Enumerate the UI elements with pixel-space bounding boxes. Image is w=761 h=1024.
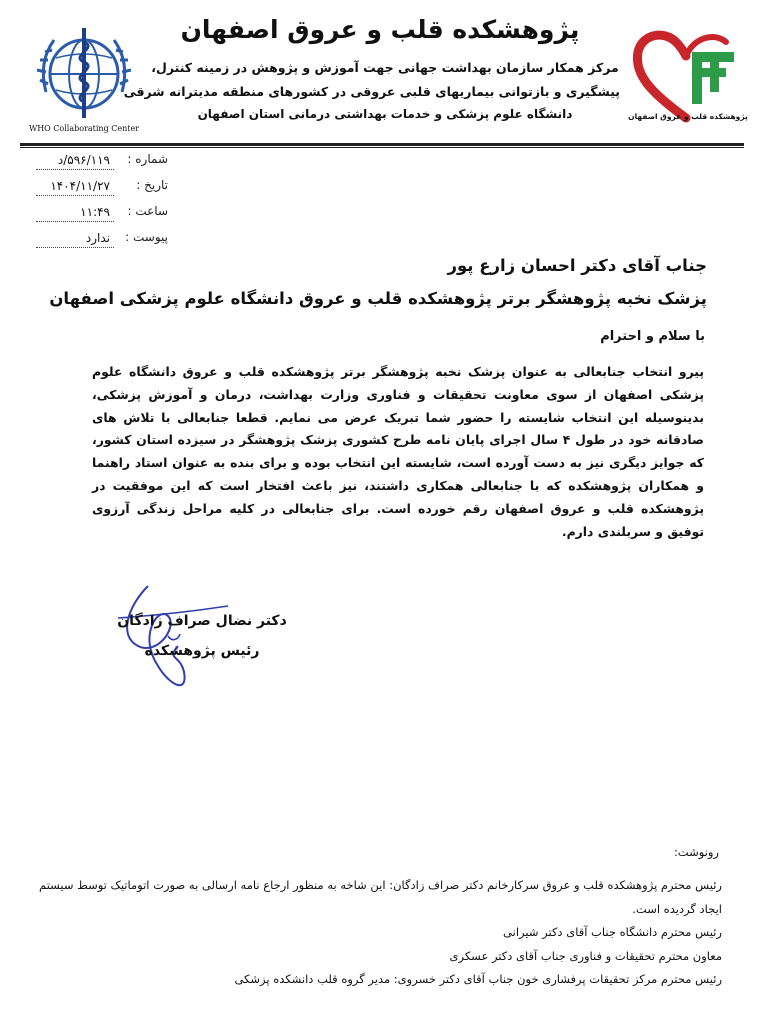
- signer-name: دکتر نضال صراف زادگان: [117, 613, 287, 629]
- letter-attachment-label: پیوست :: [125, 230, 168, 244]
- letter-time-row: [36, 204, 186, 226]
- letter-date-value: ۱۴۰۴/۱۱/۲۷: [36, 178, 114, 196]
- header-subtitle-line-3: دانشگاه علوم پزشکی و خدمات بهداشتی درمانی استان اصفهان: [197, 107, 573, 121]
- cc-item: رئیس محترم پژوهشکده قلب و عروق سرکارخانم دکتر صراف زادگان: این شاخه به منظور ارجاع نامه ارسالی به صورت اتوماتیک توسط سیستم ایجاد گردیده است.: [39, 878, 722, 916]
- who-logo: [28, 22, 140, 132]
- letter-body: پیرو انتخاب جنابعالی به عنوان پزشک نخبه پژوهشگر برتر پژوهشکده قلب و عروق دانشگاه علوم پزشکی اصفهان از سوی معاونت تحقیقات و فناوری وزارت بهداشت، درمان و آموزش پزشکی، بدینوسیله این انتخاب شایسته را حضور شما تبریک عرض می نمایم. قطعا جنابعالی با تلاش های صادقانه خود در طول ۴ سال اجرای پایان نامه طرح کشوری پزشک پژوهشگر در سیزده استان کشور، که جوایز دیگری نیز به دست آورده است، شایسته این انتخاب بوده و برای بنده به عنوان استاد راهنما و همکاران پژوهشکده که با جنابعالی همکاری داشتند، نیز باعث افتخار است که این موفقیت در پژوهشکده قلب و عروق اصفهان رقم خورده است. برای جنابعالی در کلیه مراحل زندگی آرزوی توفیق و سربلندی دارم.: [92, 364, 704, 539]
- letter-number-label: شماره :: [127, 152, 168, 166]
- addressee-title: پزشک نخبه پژوهشگر برتر پژوهشکده قلب و عروق دانشگاه علوم پزشکی اصفهان: [49, 289, 707, 308]
- header-subtitle-line-1: مرکز همکار سازمان بهداشت جهانی جهت آموزش و پژوهش در زمینه کنترل،: [151, 60, 619, 75]
- cc-title: رونوشت:: [673, 845, 719, 859]
- addressee-name: جناب آقای دکتر احسان زارع پور: [447, 256, 707, 275]
- letter-time-value: ۱۱:۴۹: [36, 204, 114, 222]
- signer-block: [112, 606, 292, 666]
- who-logo-caption: WHO Collaborating Center: [28, 124, 140, 133]
- institute-logo-caption: پژوهشکده قلب و عروق اصفهان: [628, 112, 748, 121]
- header-divider-thin: [20, 147, 744, 148]
- letter-time-label: ساعت :: [127, 204, 168, 218]
- cc-item: رئیس محترم مرکز تحقیقات پرفشاری خون جناب آقای دکتر خسروی: مدیر گروه قلب دانشکده پزشکی: [234, 972, 722, 986]
- letter-attachment-row: [36, 230, 186, 252]
- header-divider: [20, 143, 744, 146]
- institute-title: پژوهشکده قلب و عروق اصفهان: [180, 15, 580, 44]
- signer-title: رئیس پژوهشکده: [144, 643, 260, 659]
- header-subtitle-line-2: پیشگیری و بازتوانی بیماریهای قلبی عروقی در کشورهای منطقه مدیترانه شرقی: [123, 84, 620, 99]
- greeting: با سلام و احترام: [600, 329, 705, 344]
- letter-date-label: تاریخ :: [136, 178, 168, 192]
- letter-attachment-value: ندارد: [36, 230, 114, 248]
- cc-list: [36, 874, 722, 992]
- cc-item: رئیس محترم دانشگاه جناب آقای دکتر شیرانی: [503, 925, 722, 939]
- letter-number-row: [36, 152, 186, 174]
- cc-item: معاون محترم تحقیقات و فناوری جناب آقای دکتر عسکری: [449, 948, 722, 963]
- letter-date-row: [36, 178, 186, 200]
- letter-number-value: ۵۹۶/۱۱۹/د: [36, 152, 114, 170]
